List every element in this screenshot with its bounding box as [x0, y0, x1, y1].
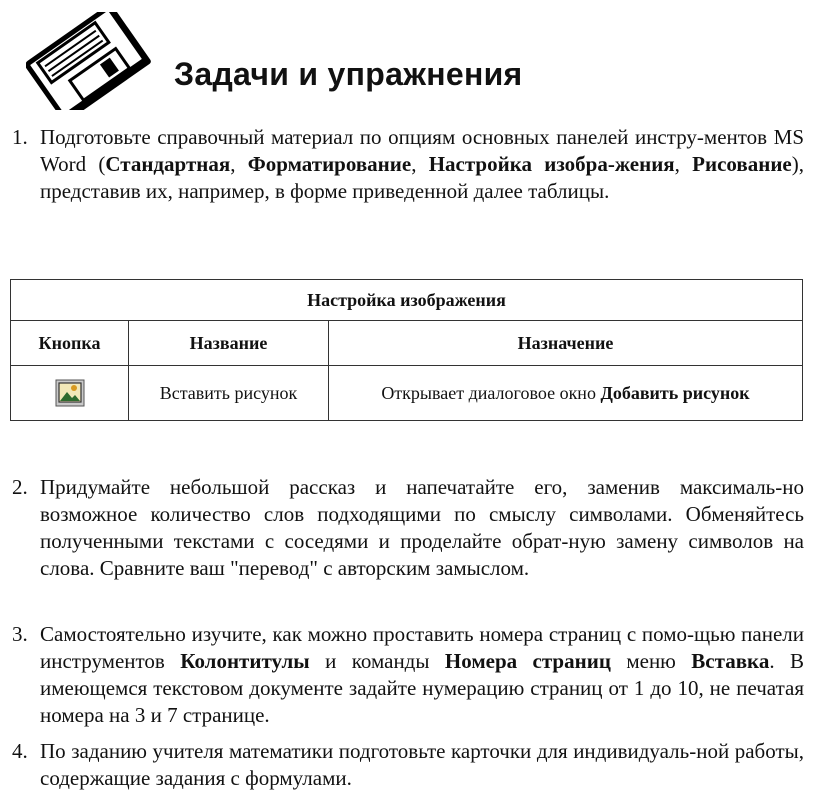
column-header: Назначение	[329, 321, 803, 366]
exercise-1	[12, 124, 804, 205]
exercise-text: Придумайте небольшой рассказ и напечатайте его, заменив максималь-но возможное количество слов подходящими по смыслу символами. Обменяйтесь полученными текстами с соседями и проделайте обрат-ную замену символов на слова. Сравните ваш "перевод" с авторским замыслом.	[40, 475, 804, 580]
button-purpose: Открывает диалоговое окно Добавить рисунок	[329, 366, 803, 421]
exercise-number: 3.	[12, 622, 28, 646]
exercise-3	[12, 621, 804, 729]
exercise-number: 2.	[12, 475, 28, 499]
column-header: Название	[129, 321, 329, 366]
toolbar-reference-table	[10, 279, 803, 421]
column-header: Кнопка	[11, 321, 129, 366]
header	[26, 12, 816, 112]
exercise-text: Самостоятельно изучите, как можно проставить номера страниц с помо-щью панели инструментов Колонтитулы и команды Номера страниц меню Вставка. В имеющемся текстовом документе задайте нумерацию страниц от 1 до 10, не печатая номера на 3 и 7 странице.	[40, 622, 804, 727]
floppy-disk-icon	[26, 12, 154, 110]
exercise-4	[12, 738, 804, 792]
exercise-number: 4.	[12, 739, 28, 763]
exercise-number: 1.	[12, 125, 28, 149]
button-name: Вставить рисунок	[129, 366, 329, 421]
exercise-text: По заданию учителя математики подготовьте карточки для индивидуаль-ной работы, содержащие задания с формулами.	[40, 739, 804, 790]
exercise-text: Подготовьте справочный материал по опциям основных панелей инстру-ментов MS Word (Стандартная, Форматирование, Настройка изобра-жения, Рисование), представив их, например, в форме приведенной далее таблицы.	[40, 125, 804, 203]
exercise-2	[12, 474, 804, 582]
table-row	[11, 366, 803, 421]
insert-picture-icon	[55, 379, 85, 407]
button-cell	[11, 366, 129, 421]
page-title: Задачи и упражнения	[174, 56, 523, 92]
table-caption: Настройка изображения	[11, 280, 803, 321]
